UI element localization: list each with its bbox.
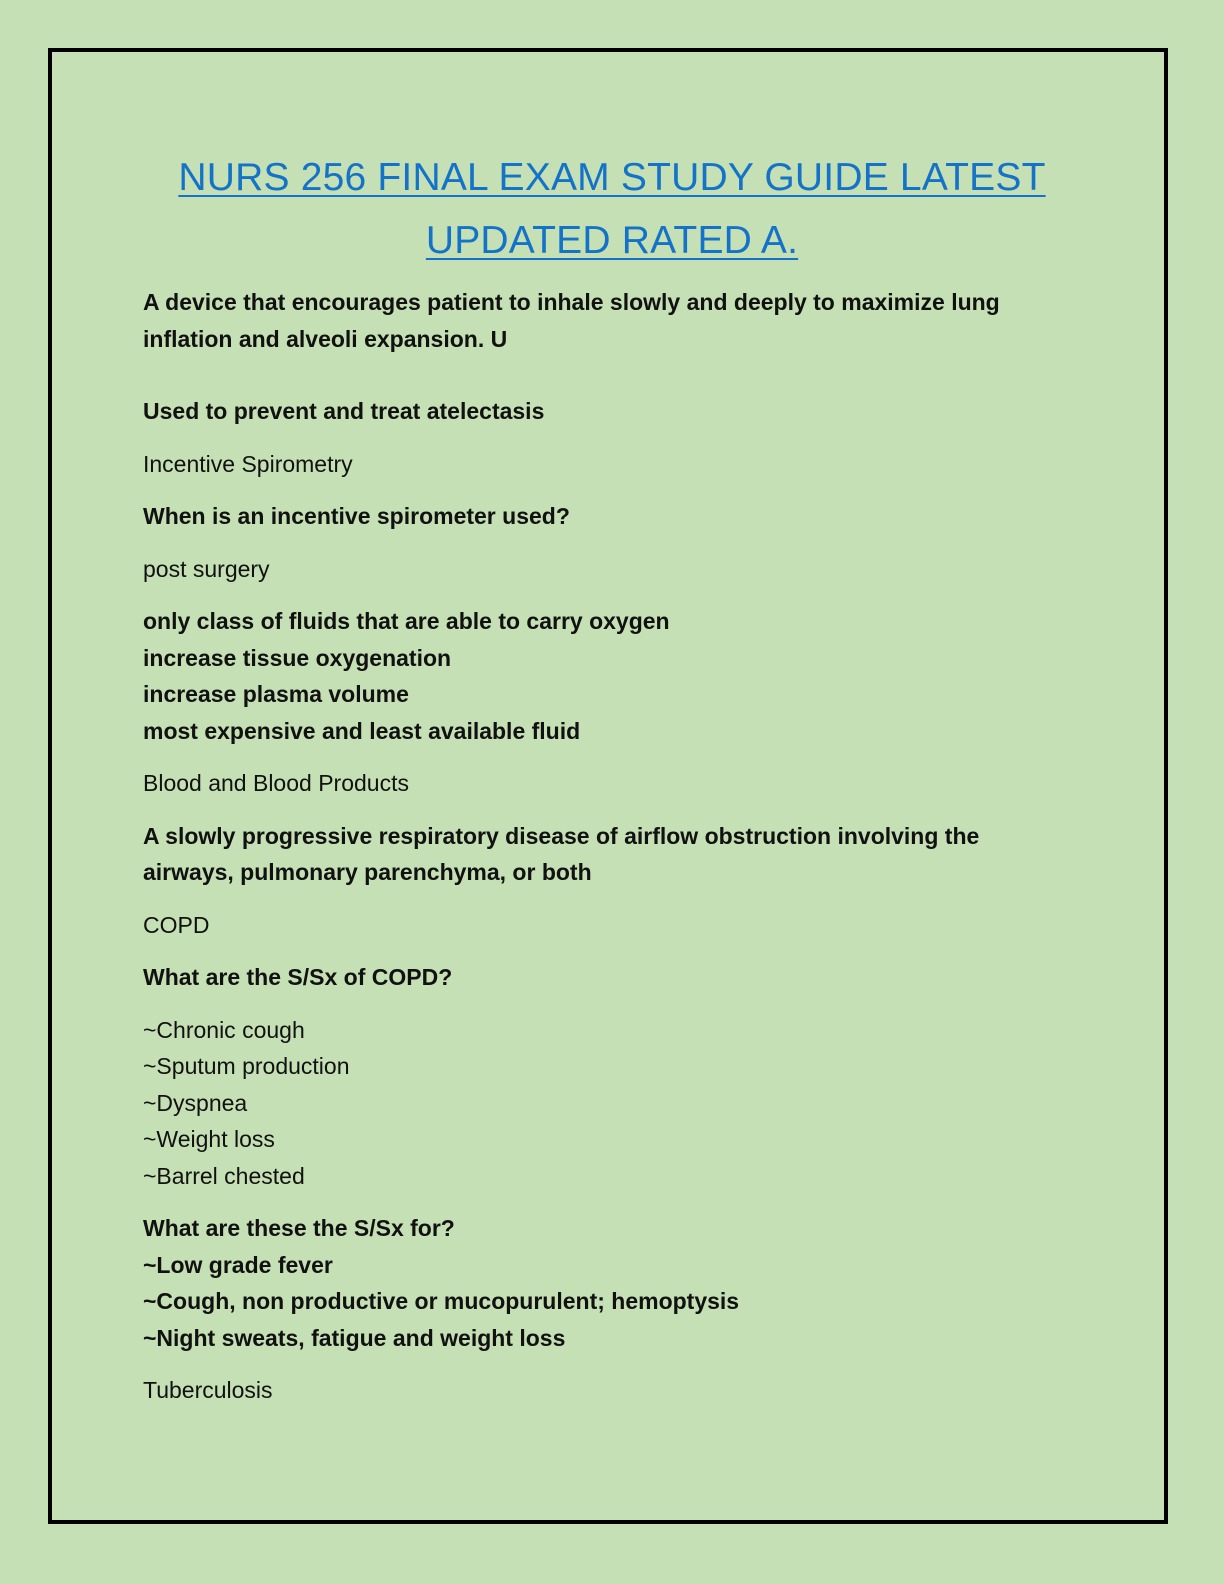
question-text: A slowly progressive respiratory disease of airflow obstruction involving the airways, pulmonary parenchyma, or both bbox=[143, 822, 980, 885]
answer-text: COPD bbox=[143, 911, 210, 938]
answer-text: ~Chronic cough ~Sputum production ~Dyspnea ~Weight loss ~Barrel chested bbox=[143, 1016, 350, 1189]
question-text: When is an incentive spirometer used? bbox=[143, 503, 570, 529]
question-text: only class of fluids that are able to carry oxygen increase tissue oxygenation increase plasma volume most expensive and least available fluid bbox=[143, 608, 670, 744]
question-text: Used to prevent and treat atelectasis bbox=[143, 398, 545, 424]
answer-text: Tuberculosis bbox=[143, 1377, 273, 1403]
question-text: What are these the S/Sx for? ~Low grade fever ~Cough, non productive or mucopurulent; hemoptysis ~Night sweats, fatigue and weight loss bbox=[143, 1215, 740, 1351]
answer-text: post surgery bbox=[143, 555, 270, 582]
title-line: NURS 256 FINAL EXAM STUDY GUIDE LATEST bbox=[178, 156, 1046, 199]
question-text: A device that encourages patient to inhale slowly and deeply to maximize lung inflation and alveoli expansion. U bbox=[143, 289, 1000, 352]
document-title bbox=[100, 146, 1124, 272]
question-text: What are the S/Sx of COPD? bbox=[143, 964, 453, 990]
answer-text: Blood and Blood Products bbox=[143, 770, 409, 796]
answer-text: Incentive Spirometry bbox=[143, 450, 353, 477]
study-guide-content bbox=[143, 284, 1043, 1409]
title-line: UPDATED RATED A. bbox=[425, 219, 799, 262]
